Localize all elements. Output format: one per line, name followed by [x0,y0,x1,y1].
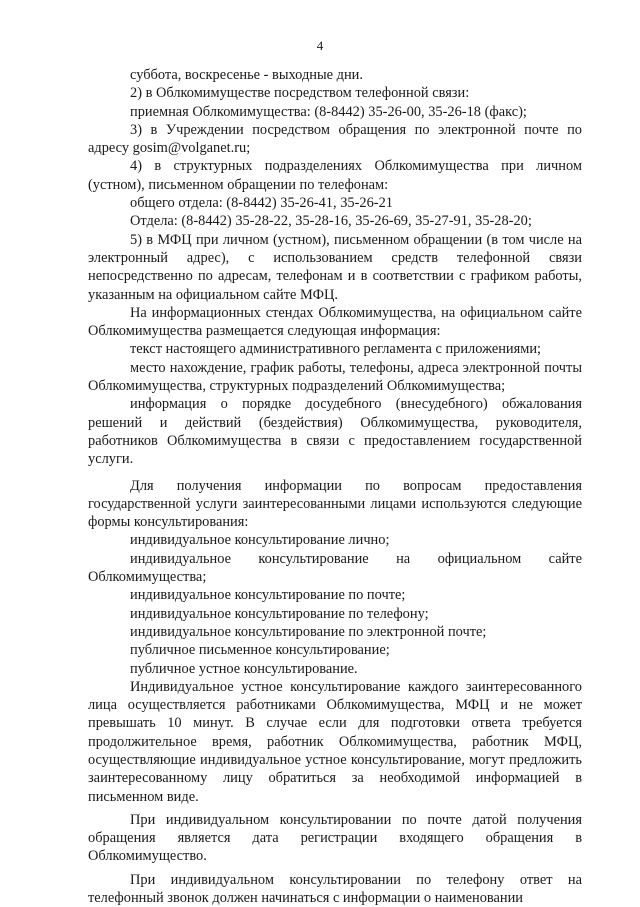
document-body [88,66,582,907]
paragraph: Отдела: (8-8442) 35-28-22, 35-28-16, 35-26-69, 35-27-91, 35-28-20; [130,213,532,230]
paragraph: 3) в Учреждении посредством обращения по электронной почте по адресу gosim@volganet.ru; [88,121,582,157]
paragraph: информация о порядке досудебного (внесудебного) обжалования решений и действий (бездействия) Облкомимущества, руководителя, работников Облкомимущества в связи с предоставлением государственной услуги. [88,396,582,468]
paragraph: 4) в структурных подразделениях Облкомимущества при личном (устном), письменном обращении по телефонам: [88,158,582,193]
paragraph: индивидуальное консультирование на официальном сайте Облкомимущества; [88,550,582,586]
paragraph: При индивидуальном консультировании по телефону ответ на телефонный звонок должен начинаться с информации о наименовании [88,871,582,907]
page-number: 4 [316,38,324,53]
paragraph: 5) в МФЦ при личном (устном), письменном обращении (в том числе на электронный адрес), с использованием средств телефонной связи непосредственно по адресам, телефонам и в соответствии с графиком работы, указанным на официальном сайте МФЦ. [88,231,582,303]
paragraph: индивидуальное консультирование по почте; [130,587,406,604]
paragraph: 2) в Облкомимуществе посредством телефонной связи: [130,85,470,102]
paragraph: При индивидуальном консультировании по почте датой получения обращения является дата регистрации входящего обращения в Облкомимущество. [88,811,582,865]
paragraph: Для получения информации по вопросам предоставления государственной услуги заинтересованными лицами используются следующие формы консультирования: [88,477,582,531]
paragraph: приемная Облкомимущества: (8-8442) 35-26-00, 35-26-18 (факс); [130,103,527,120]
paragraph: текст настоящего административного регламента с приложениями; [130,341,542,358]
paragraph: индивидуальное консультирование лично; [130,532,390,549]
paragraph: публичное устное консультирование. [130,660,358,677]
paragraph: индивидуальное консультирование по электронной почте; [130,623,487,640]
paragraph: На информационных стендах Облкомимущества, на официальном сайте Облкомимущества размещается следующая информация: [88,304,582,340]
paragraph: место нахождение, график работы, телефоны, адреса электронной почты Облкомимущества, структурных подразделений Облкомимущества; [88,359,582,395]
paragraph: Индивидуальное устное консультирование каждого заинтересованного лица осуществляется работниками Облкомимущества, МФЦ и не может превышать 10 минут. В случае если для подготовки ответа требуется продолжительное время, работник Облкомимущества, работник МФЦ, осуществляющие индивидуальное устное консультирование, могут предложить заинтересованному лицу обратиться за необходимой информацией в письменном виде. [88,678,582,805]
paragraph: индивидуальное консультирование по телефону; [130,605,429,622]
paragraph: публичное письменное консультирование; [130,642,390,659]
paragraph: суббота, воскресенье - выходные дни. [130,67,363,83]
paragraph: общего отдела: (8-8442) 35-26-41, 35-26-21 [130,195,393,212]
